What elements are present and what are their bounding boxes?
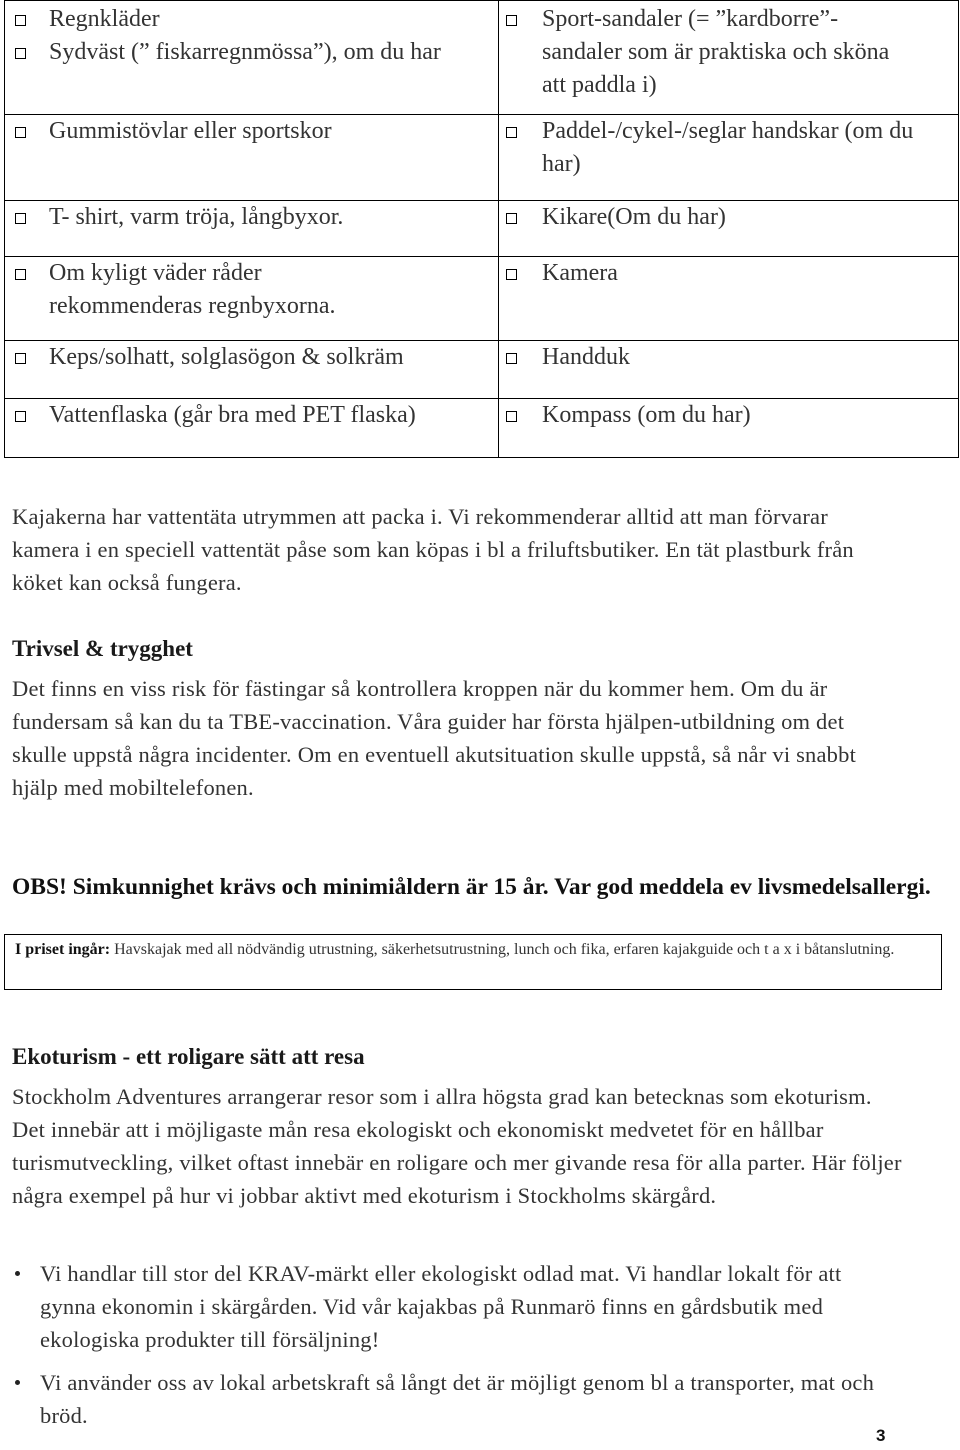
checkbox-icon <box>506 127 517 138</box>
checklist-cell <box>5 201 499 257</box>
checklist-cell <box>499 341 959 399</box>
checklist-item: Sydväst (” fiskarregnmössa”), om du har <box>5 36 498 69</box>
checklist-cell <box>499 257 959 341</box>
checkbox-icon <box>506 353 517 364</box>
checklist-cell <box>5 399 499 458</box>
obs-notice: OBS! Simkunnighet krävs och minimiåldern är 15 år. Var god meddela ev livsmedelsallergi. <box>12 874 931 900</box>
checkbox-icon <box>15 269 26 280</box>
list-item: Vi använder oss av lokal arbetskraft så långt det är möjligt genom bl a transporter, mat och bröd. <box>12 1366 882 1432</box>
checklist-cell <box>499 399 959 458</box>
checklist-item: Regnkläder <box>5 3 498 36</box>
checkbox-icon <box>15 353 26 364</box>
price-includes-box <box>4 934 942 990</box>
checklist-cell <box>5 115 499 201</box>
checklist-item: Vattenflaska (går bra med PET flaska) <box>5 399 498 432</box>
checkbox-icon <box>506 15 517 26</box>
checklist-cell <box>499 115 959 201</box>
checklist-cell <box>5 341 499 399</box>
checkbox-icon <box>506 269 517 280</box>
checkbox-icon <box>15 411 26 422</box>
checkbox-icon <box>506 213 517 224</box>
page-number: 3 <box>876 1426 886 1445</box>
checklist-item: Kompass (om du har) <box>499 399 958 432</box>
kajak-paragraph: Kajakerna har vattentäta utrymmen att packa i. Vi rekommenderar alltid att man förvarar kamera i en speciell vattentät påse som kan köpas i bl a friluftsbutiker. En tät plastburk från köket kan också fungera. <box>12 504 854 595</box>
ekoturism-paragraph: Stockholm Adventures arrangerar resor som i allra högsta grad kan betecknas som ekoturism. Det innebär att i möjligaste mån resa ekologiskt och ekonomiskt medvetet för en hållbar turismutveckling, vilket oftast innebär en roligare och mer givande resa för alla parter. Här följer några exempel på hur vi jobbar aktivt med ekoturism i Stockholms skärgård. <box>12 1084 902 1208</box>
list-item: Vi handlar till stor del KRAV-märkt eller ekologiskt odlad mat. Vi handlar lokalt för att gynna ekonomin i skärgården. Vid vår kajakbas på Runmarö finns en gårdsbutik med ekologiska produkter till försäljning! <box>12 1257 882 1356</box>
checklist-cell <box>499 1 959 115</box>
checklist-item: Kikare(Om du har) <box>499 201 958 234</box>
checklist-item: Handduk <box>499 341 958 374</box>
packing-checklist-table <box>4 0 959 458</box>
checkbox-icon <box>506 411 517 422</box>
checkbox-icon <box>15 15 26 26</box>
checklist-item: T- shirt, varm tröja, långbyxor. <box>5 201 498 234</box>
checkbox-icon <box>15 48 26 59</box>
price-text: Havskajak med all nödvändig utrustning, säkerhetsutrustning, lunch och fika, erfaren kajakguide och t a x i båtanslutning. <box>110 941 895 958</box>
trivsel-heading: Trivsel & trygghet <box>12 636 193 661</box>
checklist-item: Paddel-/cykel-/seglar handskar (om du har) <box>499 115 958 181</box>
price-label: I priset ingår: <box>15 941 111 958</box>
trivsel-paragraph: Det finns en viss risk för fästingar så kontrollera kroppen när du kommer hem. Om du är fundersam så kan du ta TBE-vaccination. Våra guider har första hjälpen-utbildning om det skulle uppstå några incidenter. Om en eventuell akutsituation skulle uppstå, så når vi snabbt hjälp med mobiltelefonen. <box>12 676 857 800</box>
checklist-item: Gummistövlar eller sportskor <box>5 115 498 148</box>
checklist-item: Sport-sandaler (= ”kardborre”-sandaler som är praktiska och sköna att paddla i) <box>499 3 958 102</box>
checklist-item: Keps/solhatt, solglasögon & solkräm <box>5 341 498 374</box>
checklist-cell <box>499 201 959 257</box>
checklist-cell <box>5 257 499 341</box>
checklist-item: Om kyligt väder råder rekommenderas regnbyxorna. <box>5 257 498 323</box>
checkbox-icon <box>15 127 26 138</box>
checklist-item: Kamera <box>499 257 958 290</box>
ekoturism-heading: Ekoturism - ett roligare sätt att resa <box>12 1044 365 1069</box>
checkbox-icon <box>15 213 26 224</box>
bullet-icon <box>15 1271 20 1276</box>
ekoturism-bullet-list <box>12 1257 882 1432</box>
checklist-cell <box>5 1 499 115</box>
bullet-icon <box>15 1380 20 1385</box>
